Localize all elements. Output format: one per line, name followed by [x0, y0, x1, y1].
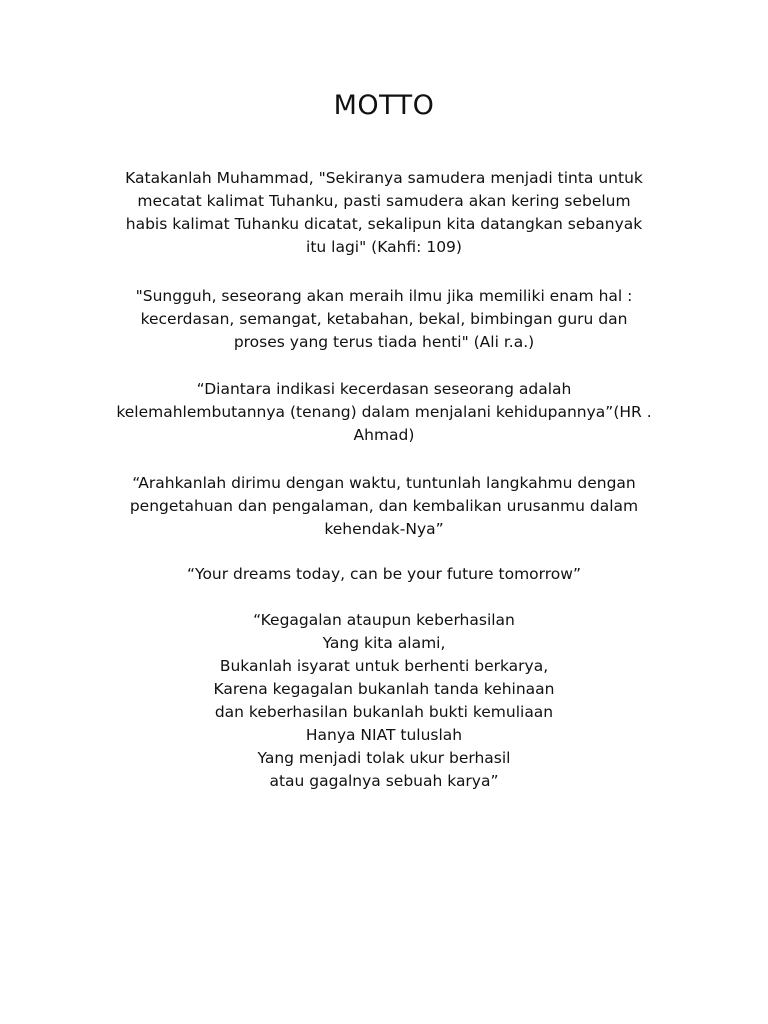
page-title: MOTTO — [333, 90, 435, 121]
quote-dreams — [80, 563, 688, 586]
quote-line: Yang menjadi tolak ukur berhasil — [257, 749, 511, 767]
quote-line: proses yang terus tiada henti" (Ali r.a.) — [233, 333, 535, 351]
quote-kegagalan — [80, 609, 688, 793]
quote-line: atau gagalnya sebuah karya” — [269, 772, 499, 790]
quote-line: Bukanlah isyarat untuk berhenti berkarya, — [219, 657, 549, 675]
quote-line: kecerdasan, semangat, ketabahan, bekal, bimbingan guru dan — [140, 310, 628, 328]
quote-line: pengetahuan dan pengalaman, dan kembalikan urusanmu dalam — [129, 497, 639, 515]
quote-line: Yang kita alami, — [322, 634, 446, 652]
quote-line: itu lagi" (Kahfi: 109) — [306, 238, 462, 256]
quote-line: Katakanlah Muhammad, "Sekiranya samudera menjadi tinta untuk — [125, 169, 643, 187]
quote-line: habis kalimat Tuhanku dicatat, sekalipun kita datangkan sebanyak — [125, 215, 643, 233]
quote-line: Ahmad) — [353, 426, 415, 444]
quote-line: mecatat kalimat Tuhanku, pasti samudera akan kering sebelum — [137, 192, 631, 210]
quote-line: Hanya NIAT tuluslah — [305, 726, 463, 744]
quote-line: dan keberhasilan bukanlah bukti kemuliaan — [214, 703, 554, 721]
quote-line: “Kegagalan ataupun keberhasilan — [253, 611, 515, 629]
quote-ali — [80, 285, 688, 354]
quote-line: kelemahlembutannya (tenang) dalam menjalani kehidupannya”(HR . — [116, 403, 652, 421]
quote-ahmad — [80, 378, 688, 447]
quote-arahkanlah — [80, 472, 688, 541]
quote-line: kehendak-Nya” — [324, 520, 444, 538]
quote-line: “Your dreams today, can be your future tomorrow” — [187, 565, 581, 583]
quote-line: Karena kegagalan bukanlah tanda kehinaan — [213, 680, 555, 698]
quote-line: “Arahkanlah dirimu dengan waktu, tuntunlah langkahmu dengan — [132, 474, 636, 492]
quote-line: “Diantara indikasi kecerdasan seseorang adalah — [196, 380, 572, 398]
quote-line: "Sungguh, seseorang akan meraih ilmu jika memiliki enam hal : — [135, 287, 633, 305]
quote-kahfi — [80, 167, 688, 259]
